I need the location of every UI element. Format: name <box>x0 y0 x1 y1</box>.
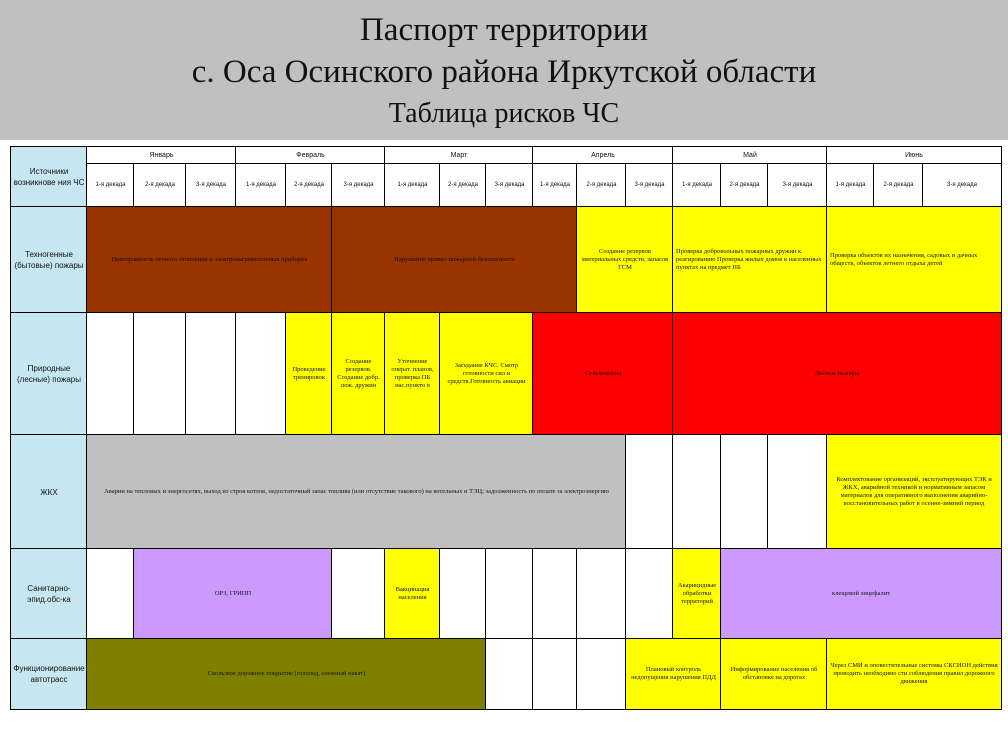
measure-objects-check: Проверка объектов их назначения, садовых и дачных обществ, объектов летнего отдыха детей <box>826 206 1002 314</box>
measure-traffic-control: Плановый контроль недопущения нарушения ПДД <box>625 638 722 710</box>
risk-heating-faults: Неисправность печного отопления и электронагревательных приборов <box>86 206 333 314</box>
measure-emergency-commission: Заседание КЧС. Смотр готовности сил и средств.Готовность авиации <box>439 312 534 436</box>
decade-header: 2-я декада <box>576 163 627 208</box>
page-title: Паспорт территории <box>359 12 649 48</box>
empty-cell <box>576 638 627 710</box>
month-june: Июнь <box>826 146 1002 165</box>
measure-acaricide-treatment: Акарицидные обработки территорий <box>672 548 722 640</box>
risk-fire-safety-violation: Нарушение правил пожарной безопасности <box>331 206 578 314</box>
measure-road-information: Информирование населения об обстановке на дорогах <box>720 638 828 710</box>
risk-slippery-roads: Скользкое дорожное покрытие (гололед, снежный накат) <box>86 638 487 710</box>
empty-cell <box>625 548 674 640</box>
page-subtitle: с. Оса Осинского района Иркутской области <box>191 54 817 90</box>
decade-header: 2-я декада <box>285 163 333 208</box>
empty-cell <box>720 434 769 550</box>
decade-header: 2-я декада <box>133 163 187 208</box>
sources-header: Источники возникнове ния ЧС <box>10 146 88 208</box>
row-label-forest-fires: Природные (лесные) пожары <box>10 312 88 436</box>
risk-heating-network-accidents: Аварии на тепловых и энергосетях, выход из строя котлов, недостаточный запас топлива (или отсутствие такового) на котельных и ТЭЦ; задолженность по оплате за электроэнергию <box>86 434 627 550</box>
decade-header: 1-я декада <box>532 163 578 208</box>
decade-header: 3-я декада <box>767 163 828 208</box>
month-january: Январь <box>86 146 237 165</box>
decade-header: 1-я декада <box>826 163 875 208</box>
empty-cell <box>86 548 135 640</box>
decade-header: 2-я декада <box>720 163 769 208</box>
empty-cell <box>133 312 187 436</box>
empty-cell <box>672 434 722 550</box>
risk-agricultural-burning: Сельхозпалы <box>532 312 674 436</box>
row-label-household-fires: Техногенные (бытовые) пожары <box>10 206 88 314</box>
row-label-utilities: ЖКХ <box>10 434 88 550</box>
decade-header: 1-я декада <box>86 163 135 208</box>
measure-training: Проведение тренировок <box>285 312 333 436</box>
decade-header: 2-я декада <box>439 163 487 208</box>
row-label-roads: Функционирование автотрасс <box>10 638 88 710</box>
month-may: Май <box>672 146 828 165</box>
decade-header: 1-я декада <box>672 163 722 208</box>
empty-cell <box>767 434 828 550</box>
risk-forest-fires: Лесные пожары <box>672 312 1002 436</box>
empty-cell <box>439 548 487 640</box>
empty-cell <box>331 548 386 640</box>
measure-operational-plans: Уточнение операт. планов, проверка ПБ нас.пункто в <box>384 312 441 436</box>
empty-cell <box>235 312 287 436</box>
decade-header: 3-я декада <box>185 163 237 208</box>
empty-cell <box>532 548 578 640</box>
decade-header: 3-я декада <box>625 163 674 208</box>
measure-emergency-equipment: Комплектование организаций, эксплуатирующих ТЭК и ЖКХ, аварийной техникой и нормативным запасом материалов для оперативного выполнения аварийно-восстановительных работ в осенне-зимний период <box>826 434 1002 550</box>
measure-fire-brigade-check: Проверка добровольных пожарных дружин к реагированию Проверка жилых домов в населенных пунктах на предмет ПБ <box>672 206 828 314</box>
decade-header: 1-я декада <box>384 163 441 208</box>
empty-cell <box>485 548 534 640</box>
month-april: Апрель <box>532 146 674 165</box>
risk-tick-encephalitis: клещевой энцефалит <box>720 548 1002 640</box>
empty-cell <box>86 312 135 436</box>
risk-influenza: ОРЗ, ГРИПП <box>133 548 333 640</box>
empty-cell <box>625 434 674 550</box>
row-label-sanitary: Санитарно-эпид.обс-ка <box>10 548 88 640</box>
month-february: Февраль <box>235 146 386 165</box>
measure-resource-reserves: Создание резервов материальных средств, запасов ГСМ <box>576 206 674 314</box>
empty-cell <box>485 638 534 710</box>
decade-header: 3-я декада <box>331 163 386 208</box>
table-title: Таблица рисков ЧС <box>388 98 620 129</box>
month-march: Март <box>384 146 534 165</box>
measure-volunteer-brigades: Создание резервов. Создание добр. пож. дружин <box>331 312 386 436</box>
measure-vaccination: Вакцинация населения <box>384 548 441 640</box>
empty-cell <box>532 638 578 710</box>
measure-media-alerts: Через СМИ и оповестительные системы СКСИОН действия проводить необходимо сти соблюдения правил дорожного движения <box>826 638 1002 710</box>
decade-header: 1-я декада <box>235 163 287 208</box>
decade-header: 3-я декада <box>485 163 534 208</box>
empty-cell <box>576 548 627 640</box>
decade-header: 2-я декада <box>873 163 924 208</box>
empty-cell <box>185 312 237 436</box>
decade-header: 3-я декада <box>922 163 1002 208</box>
